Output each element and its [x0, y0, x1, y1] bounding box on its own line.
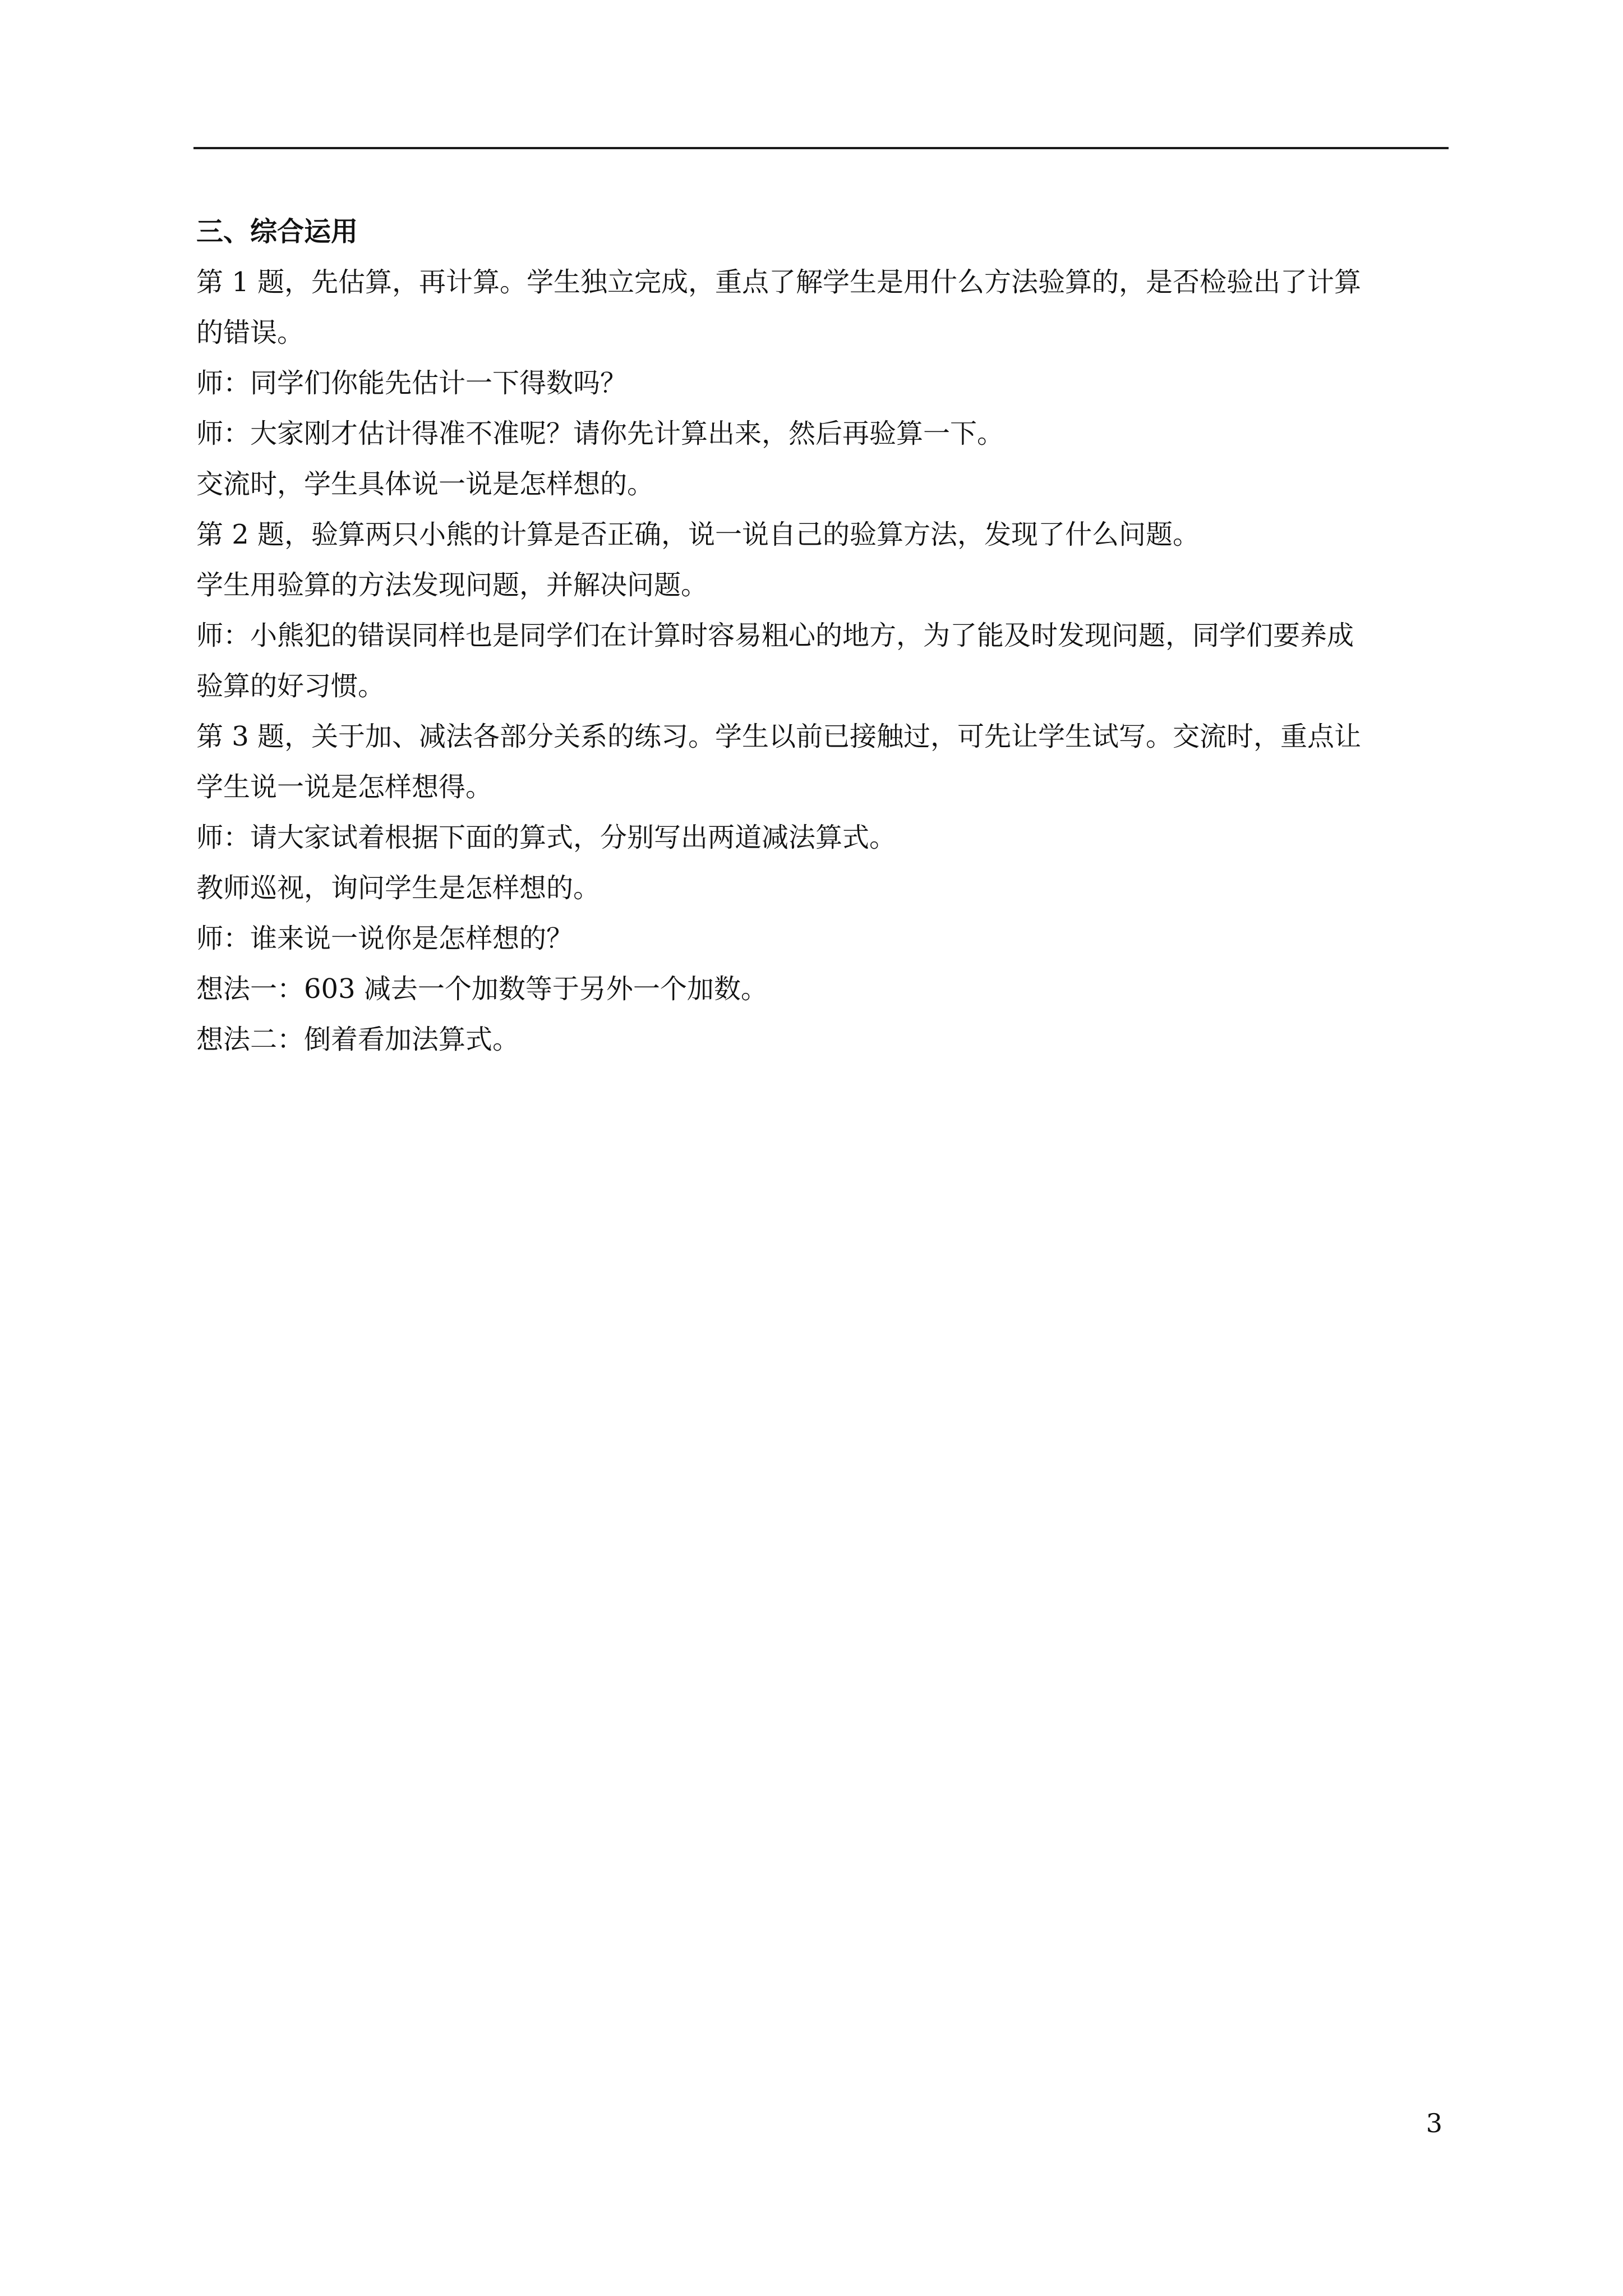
paragraph-line: 学生说一说是怎样想得。: [196, 771, 493, 803]
header-rule: [193, 147, 1449, 149]
paragraph-line: 想法二：倒着看加法算式。: [196, 1024, 520, 1055]
paragraph-line: 的错误。: [196, 317, 305, 348]
paragraph-line: 交流时，学生具体说一说是怎样想的。: [196, 468, 654, 500]
paragraph-line: 师：同学们你能先估计一下得数吗？: [196, 367, 628, 399]
paragraph-line: 学生用验算的方法发现问题，并解决问题。: [196, 569, 708, 601]
paragraph-line: 师：请大家试着根据下面的算式，分别写出两道减法算式。: [196, 822, 897, 853]
paragraph-line: 师：大家刚才估计得准不准呢？请你先计算出来，然后再验算一下。: [196, 418, 1004, 449]
paragraph-line: 师：谁来说一说你是怎样想的？: [196, 923, 574, 954]
paragraph-line: 第 3 题，关于加、减法各部分关系的练习。学生以前已接触过，可先让学生试写。交流时，重点让: [196, 721, 1362, 752]
paragraph-line: 验算的好习惯。: [196, 670, 385, 702]
page-number: 3: [1426, 2108, 1442, 2138]
paragraph-line: 第 2 题，验算两只小熊的计算是否正确，说一说自己的验算方法，发现了什么问题。: [196, 519, 1200, 550]
paragraph-line: 教师巡视，询问学生是怎样想的。: [196, 872, 601, 904]
paragraph-line: 师：小熊犯的错误同样也是同学们在计算时容易粗心的地方，为了能及时发现问题，同学们要养成: [196, 620, 1354, 651]
document-body: [196, 206, 1447, 1065]
paragraph-line: 想法一：603 减去一个加数等于另外一个加数。: [196, 973, 768, 1005]
paragraph-line: 第 1 题，先估算，再计算。学生独立完成，重点了解学生是用什么方法验算的，是否检验出了计算: [196, 266, 1362, 298]
section-heading: 三、综合运用: [196, 216, 358, 247]
